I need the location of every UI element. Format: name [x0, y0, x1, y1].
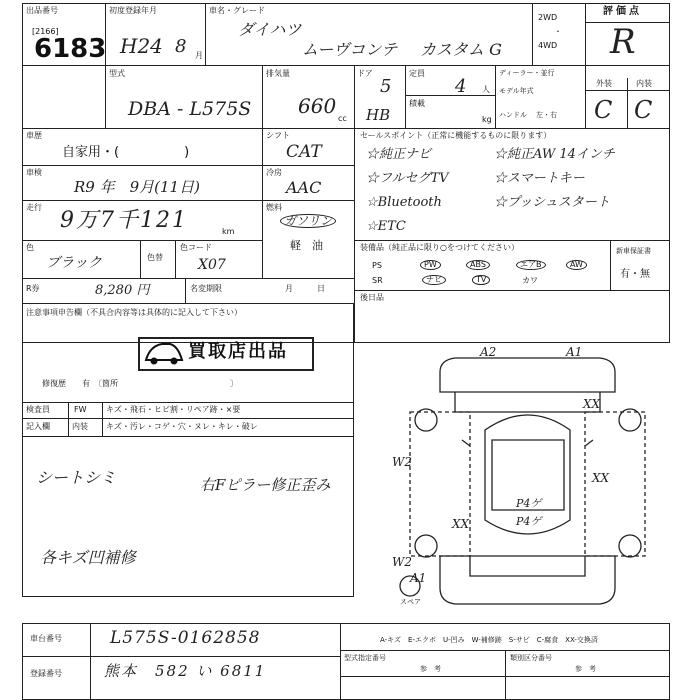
equip-item: PS [372, 261, 382, 270]
equip-item: PW [420, 260, 441, 270]
handle-label: ハンドル [499, 111, 527, 119]
history-value: 自家用・( ) [62, 145, 190, 160]
int-text: キズ・汚レ・コゲ・穴・ヌレ・キレ・破レ [106, 422, 258, 431]
fuel: ガソリン [280, 214, 336, 228]
memo-1: シートシミ [36, 468, 117, 487]
selling-points-label: セールスポイント（正常に機能するものに限ります） [360, 131, 552, 140]
diagram-mark: W2 [392, 555, 412, 569]
class-label: 類別区分番号 [510, 654, 552, 662]
load-unit: kg [482, 115, 492, 124]
sp-item: ☆ETC [366, 219, 406, 234]
warranty: 有・無 [620, 269, 650, 280]
sp-item: ☆フルセグTV [366, 171, 449, 186]
color: ブラック [46, 255, 102, 271]
sp-item: ☆スマートキー [494, 171, 585, 186]
sp-item: ☆純正ナビ [366, 147, 432, 162]
equip-item: ナビ [422, 275, 446, 285]
diagram-mark: W2 [392, 455, 412, 469]
fuel-label: 燃料 [266, 203, 282, 212]
diagram-mark: XX [583, 397, 601, 411]
first-reg-year: H24 [120, 34, 163, 58]
fw-label: FW [74, 405, 87, 414]
repair-label: 修復歴 有 〔箇所 〕 [42, 379, 238, 388]
history-label: 車歴 [26, 131, 42, 140]
equip-item: エアB [516, 260, 546, 270]
repaint-label: 色替 [147, 253, 163, 262]
stamp-text: 買取店出品 [188, 341, 288, 362]
memo-2: 右Fピラー修正歪み [200, 476, 331, 494]
diagram-mark: P4ゲ [516, 515, 542, 528]
name-change: 月 日 [285, 284, 325, 293]
cool: AAC [286, 178, 322, 197]
name-change-label: 名変期限 [190, 284, 222, 293]
handle: 左・右 [536, 111, 557, 119]
mileage-label: 走行 [26, 203, 42, 212]
make: ダイハツ [238, 20, 302, 39]
diagram-mark: P4ゲ [516, 497, 542, 510]
ref-1: 参 考 [420, 665, 441, 673]
body: HB [366, 106, 391, 124]
drive-2wd: 2WD [538, 13, 558, 22]
reg: 熊本 582 い 6811 [104, 662, 267, 680]
lot-number: 6183 [34, 34, 107, 64]
recycle-label: R券 [26, 284, 40, 293]
sp-item: ☆Bluetooth [366, 195, 442, 210]
rating-label: 評価点 [603, 6, 642, 17]
type-spec-label: 型式指定番号 [344, 654, 386, 662]
first-reg-month: 8 [175, 36, 187, 57]
capacity-unit: 人 [482, 85, 490, 94]
fuel-alt: 軽 油 [290, 239, 323, 252]
make-label: 車名・グレード [209, 6, 265, 15]
first-reg-label: 初度登録年月 [109, 6, 157, 15]
diagram-mark: A1 [566, 345, 583, 359]
shift-label: シフト [266, 131, 290, 140]
drive-4wd: 4WD [538, 41, 558, 50]
reg-label: 登録番号 [30, 669, 62, 678]
load-label: 積載 [409, 99, 425, 108]
color-code: X07 [198, 257, 226, 273]
writer-label: 記入欄 [26, 422, 50, 431]
mileage: 9万7千121 [60, 208, 188, 233]
exterior-label: 外装 [596, 79, 612, 88]
equip-item: ABS [466, 260, 490, 270]
dealer-label: ディーラー・並行 [499, 69, 555, 77]
inspect: R9 年 9月(11日) [74, 178, 200, 196]
diagram-mark: A1 [410, 571, 427, 585]
shift: CAT [286, 142, 322, 162]
model: ムーヴコンテ [302, 40, 398, 59]
notes-label: 注意事項申告欄（不具合内容等は具体的に記入して下さい） [26, 308, 242, 317]
sp-item: ☆純正AW 14インチ [494, 147, 615, 162]
warranty-label: 新車保証書 [616, 247, 651, 255]
sp-item: ☆プッシュスタート [494, 195, 610, 210]
lot-sub: [2166] [32, 27, 59, 36]
int-label: 内装 [72, 422, 88, 431]
disp-label: 排気量 [266, 69, 290, 78]
diagram-mark: A2 [480, 345, 497, 359]
cool-label: 冷房 [266, 168, 282, 177]
chassis: L575S-0162858 [110, 628, 261, 648]
diagram-mark: XX [452, 517, 470, 531]
memo-3: 各キズ凹補修 [40, 548, 136, 567]
inspector-label: 検査員 [26, 405, 50, 414]
recycle: 8,280 円 [95, 283, 150, 298]
ref-2: 参 考 [575, 665, 596, 673]
exterior: C [594, 96, 613, 124]
type: DBA - L575S [128, 98, 252, 120]
inspect-label: 車検 [26, 168, 42, 177]
color-label: 色 [26, 243, 34, 252]
equip-item: TV [472, 275, 490, 285]
model-year-label: モデル年式 [499, 87, 534, 95]
chassis-label: 車台番号 [30, 634, 62, 643]
lot-label: 出品番号 [26, 6, 58, 15]
equip-item: カワ [522, 276, 538, 285]
rear-seat-label: 後日品 [360, 293, 384, 302]
fw-text: キズ・飛石・ヒビ割・リペア跡・×要 [106, 405, 241, 414]
drive-dot: ・ [554, 27, 562, 36]
interior: C [634, 96, 653, 124]
doors-label: ドア [357, 69, 373, 78]
legend: A-キズ E-エクボ U-凹み W-補修跡 S-サビ C-腐食 XX-交換済 [380, 636, 598, 644]
grade: カスタム G [420, 40, 502, 59]
equip-item: AW [566, 260, 587, 270]
mileage-unit: km [222, 227, 235, 236]
equipment-label: 装備品（純正品に限り○をつけてください） [360, 243, 519, 252]
disp: 660 [298, 94, 337, 118]
interior-label: 内装 [636, 79, 652, 88]
disp-unit: cc [338, 114, 347, 123]
month-unit: 月 [195, 51, 203, 60]
type-label: 型式 [109, 69, 125, 78]
diagram-mark: XX [592, 471, 610, 485]
rating: R [610, 22, 636, 62]
doors: 5 [380, 76, 392, 97]
capacity-label: 定員 [409, 69, 425, 78]
color-code-label: 色コード [180, 243, 212, 252]
equip-item: SR [372, 276, 383, 285]
spare-label: スペア [400, 598, 421, 606]
capacity: 4 [455, 76, 467, 97]
